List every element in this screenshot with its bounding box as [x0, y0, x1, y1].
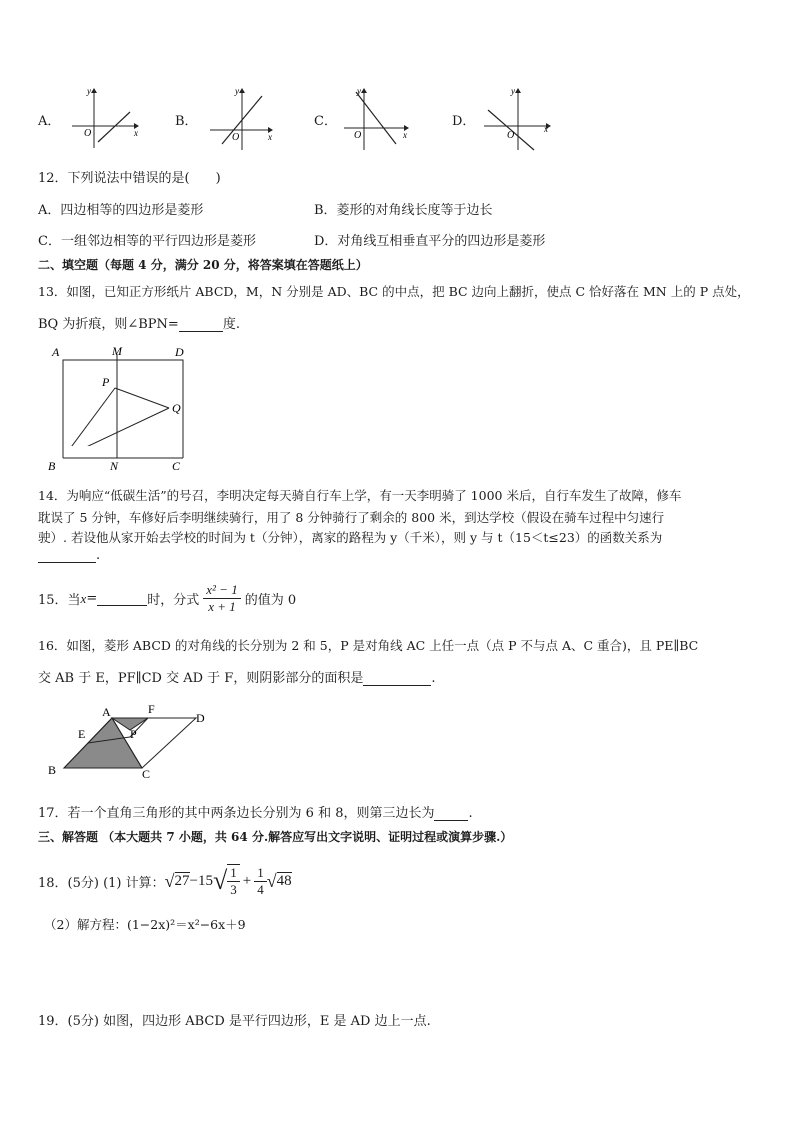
section-3-heading: 三、解答题 （本大题共 7 小题，共 64 分.解答应写出文字说明、证明过程或演算步骤.） [38, 830, 513, 844]
svg-text:y: y [87, 86, 91, 96]
q16-end: . [431, 671, 436, 686]
q18-expression [165, 864, 292, 898]
q18-plus: + [242, 872, 252, 889]
q18-part1-label: 18．(5分) (1) 计算： [38, 875, 165, 891]
q15-answer-blank[interactable] [97, 591, 147, 606]
option-d-graph [480, 86, 556, 152]
svg-text:C: C [172, 459, 181, 472]
q12-stem: 12．下列说法中错误的是( ) [38, 171, 221, 186]
svg-text:x: x [134, 128, 138, 138]
option-c-graph [340, 86, 412, 152]
q15-fraction [203, 582, 240, 615]
svg-text:y: y [511, 86, 515, 96]
q14-line2: 耽误了 5 分钟，车修好后李明继续骑行，用了 8 分钟骑行了剩余的 800 米，到达学校（假设在骑车过程中匀速行 [38, 510, 665, 525]
q12-option-a: A．四边相等的四边形是菱形 [38, 203, 204, 218]
svg-text:C: C [142, 767, 151, 780]
q19-line: 19．(5分) 如图，四边形 ABCD 是平行四边形，E 是 AD 边上一点. [38, 1014, 431, 1029]
sqrt-sign: √ [266, 870, 277, 891]
q13-line1: 13．如图，已知正方形纸片 ABCD，M，N 分别是 AD、BC 的中点，把 BC 边向上翻折，使点 C 恰好落在 MN 上的 P 点处， [38, 284, 750, 299]
q17-end: . [468, 806, 473, 821]
svg-text:y: y [357, 86, 361, 96]
q13-text: BQ 为折痕，则∠BPN= [38, 317, 179, 332]
svg-text:P: P [102, 375, 110, 389]
q15-line [38, 582, 296, 615]
q16-rhombus-figure [44, 700, 224, 780]
q13-line2 [38, 313, 240, 332]
q14-answer-blank[interactable] [38, 548, 96, 563]
q14-line1: 14．为响应“低碳生活”的号召，李明决定每天骑自行车上学，有一天李明骑了 1000 米后，自行车发生了故障，修车 [38, 488, 682, 503]
svg-text:x: x [268, 132, 272, 142]
q18-minus15: −15 [189, 872, 213, 889]
q17-line [38, 802, 473, 821]
q13-text-end: 度. [222, 317, 240, 332]
q14-line3: 驶）. 若设他从家开始去学校的时间为 t（分钟），离家的路程为 y（千米），则 y 与 t（15＜t≤23）的函数关系为 [38, 530, 663, 545]
svg-text:x: x [544, 124, 548, 134]
q16-text: 交 AB 于 E，PF∥CD 交 AD 于 F，则阴影部分的面积是 [38, 671, 364, 686]
frac2-den: 4 [257, 881, 264, 897]
svg-text:x: x [403, 130, 407, 140]
q16-answer-blank[interactable] [363, 671, 431, 686]
option-b-label: B． [175, 114, 198, 129]
option-d-label: D． [452, 114, 476, 129]
svg-text:Q: Q [172, 401, 181, 415]
q18-frac1 [227, 864, 240, 898]
q13-square-figure [44, 342, 204, 446]
q18-frac2 [254, 865, 267, 898]
q16-line2 [38, 667, 435, 686]
svg-text:O: O [354, 130, 362, 141]
svg-text:D: D [175, 345, 184, 359]
q14-end: . [96, 548, 101, 563]
svg-text:P: P [130, 727, 137, 741]
sqrt-sign: √ [213, 866, 228, 895]
svg-text:O: O [507, 130, 515, 141]
q18-sqrt48: 48 [276, 873, 292, 889]
svg-text:O: O [84, 128, 92, 139]
option-a-label: A． [38, 114, 61, 129]
q15-post: 的值为 0 [244, 593, 297, 608]
q13-answer-blank[interactable] [179, 317, 223, 332]
frac2-num: 1 [254, 865, 267, 882]
q18-part1 [38, 864, 292, 898]
svg-text:M: M [112, 344, 122, 358]
svg-text:N: N [110, 459, 119, 472]
q15-pre: 15．当 [38, 593, 81, 608]
q18-part2: （2）解方程：(1−2x)²＝x²−6x＋9 [44, 917, 246, 932]
svg-text:O: O [232, 132, 240, 143]
q17-answer-blank[interactable] [434, 806, 468, 821]
option-c-label: C． [314, 114, 337, 129]
q12-option-c: C．一组邻边相等的平行四边形是菱形 [38, 234, 256, 249]
q18-sqrt27: 27 [174, 873, 190, 889]
svg-text:B: B [48, 763, 57, 777]
q15-denominator: x + 1 [208, 599, 236, 614]
option-b-graph [206, 86, 278, 152]
q15-eq: = [86, 591, 98, 606]
svg-text:E: E [78, 727, 86, 741]
q17-text: 17．若一个直角三角形的其中两条边长分别为 6 和 8，则第三边长为 [38, 806, 435, 821]
svg-text:D: D [196, 711, 205, 725]
option-a-graph [68, 86, 140, 152]
svg-text:F: F [148, 702, 155, 716]
q12-option-d: D．对角线互相垂直平分的四边形是菱形 [314, 234, 546, 249]
svg-text:y: y [235, 86, 239, 96]
q13-square-figure-bottom [44, 446, 204, 472]
q15-numerator: x² − 1 [203, 582, 240, 599]
sqrt-sign: √ [164, 870, 175, 891]
q14-line4 [38, 548, 100, 563]
frac1-num: 1 [227, 865, 240, 882]
q15-mid: 时，分式 [147, 593, 200, 608]
q15-var: x [80, 590, 87, 606]
q12-option-b: B．菱形的对角线长度等于边长 [314, 203, 493, 218]
q16-line1: 16．如图，菱形 ABCD 的对角线的长分别为 2 和 5，P 是对角线 AC 上任一点（点 P 不与点 A、C 重合)，且 PE∥BC [38, 638, 699, 653]
frac1-den: 3 [230, 882, 237, 897]
section-2-heading: 二、填空题（每题 4 分，满分 20 分，将答案填在答题纸上） [38, 258, 368, 272]
svg-text:A: A [102, 705, 111, 719]
svg-text:A: A [52, 345, 60, 359]
svg-text:B: B [48, 459, 56, 472]
